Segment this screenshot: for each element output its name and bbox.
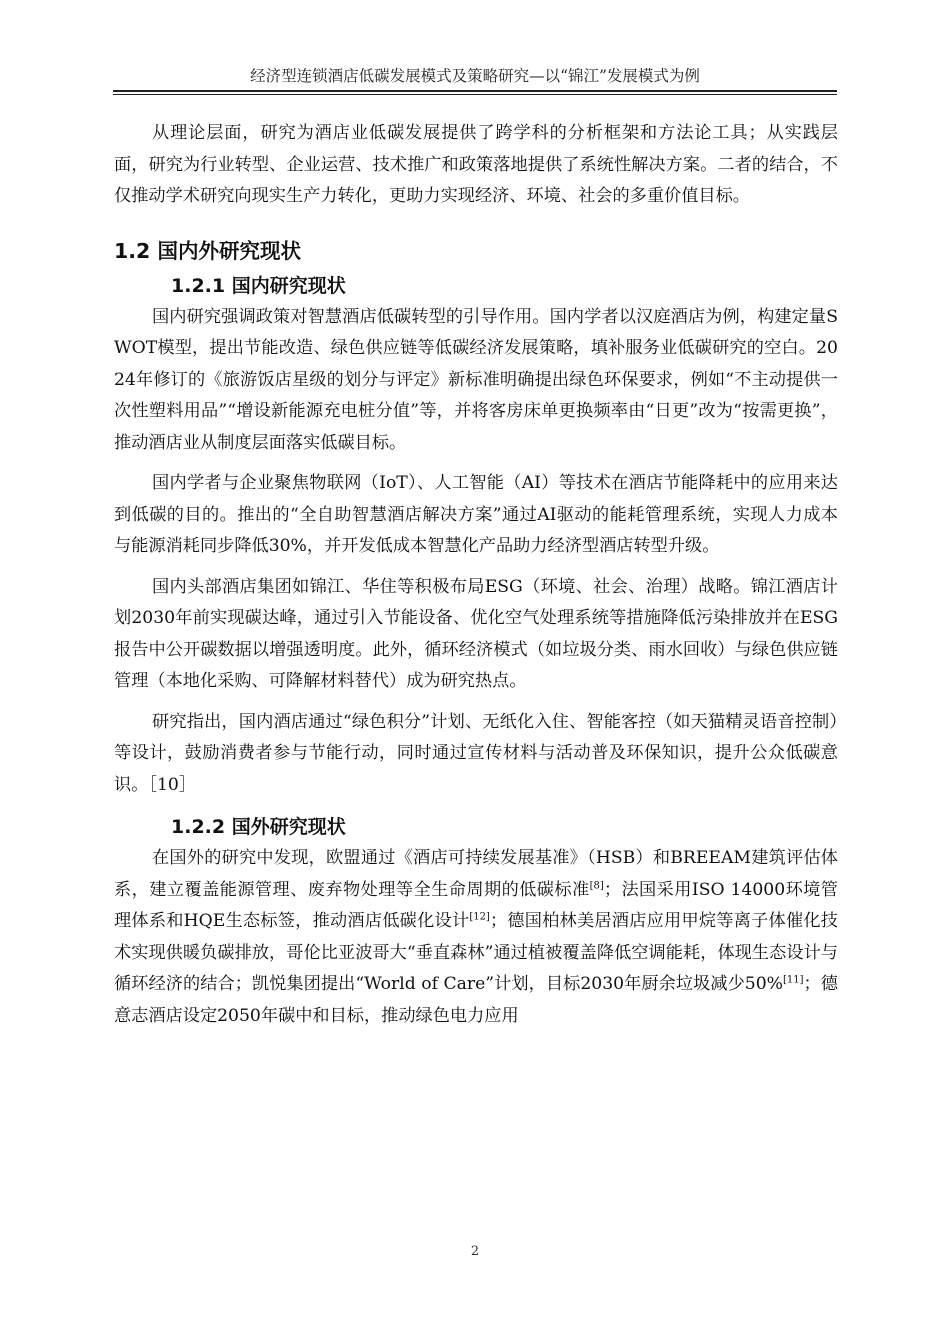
header-rule-thick: [113, 90, 837, 92]
foreign-text-part-3: ；德国柏林美居酒店应用甲烷等离子体催化技术实现供暖负碳排放，哥伦比亚波哥大“垂直森林”通过植被覆盖降低空调能耗，体现生态设计与循环经济的结合；凯悦集团提出“World of Care”计划，目标2030年厨余垃圾减少50%: [114, 911, 838, 994]
domestic-paragraph-3: 国内头部酒店集团如锦江、华住等积极布局ESG（环境、社会、治理）战略。锦江酒店计划2030年前实现碳达峰，通过引入节能设备、优化空气处理系统等措施降低污染排放并在ESG报告中公开碳数据以增强透明度。此外，循环经济模式（如垃圾分类、雨水回收）与绿色供应链管理（本地化采购、可降解材料替代）成为研究热点。: [114, 576, 838, 691]
citation-8: [8]: [589, 879, 604, 891]
body-content: [114, 118, 838, 1032]
header-rule-thin: [113, 94, 837, 95]
domestic-paragraph-1: 国内研究强调政策对智慧酒店低碳转型的引导作用。国内学者以汉庭酒店为例，构建定量SWOT模型，提出节能改造、绿色供应链等低碳经济发展策略，填补服务业低碳研究的空白。2024年修订的《旅游饭店星级的划分与评定》新标准明确提出绿色环保要求，例如“不主动提供一次性塑料用品”“增设新能源充电桩分值”等，并将客房床单更换频率由“日更”改为“按需更换”，推动酒店业从制度层面落实低碳目标。: [114, 306, 838, 453]
intro-paragraph: 从理论层面，研究为酒店业低碳发展提供了跨学科的分析框架和方法论工具；从实践层面，研究为行业转型、企业运营、技术推广和政策落地提供了系统性解决方案。二者的结合，不仅推动学术研究向现实生产力转化，更助力实现经济、环境、社会的多重价值目标。: [114, 123, 838, 206]
subsection-heading-1-2-1: 1.2.1 国内研究现状: [171, 274, 346, 297]
section-heading-1-2: 1.2 国内外研究现状: [114, 238, 301, 263]
domestic-paragraph-4: 研究指出，国内酒店通过“绿色积分”计划、无纸化入住、智能客控（如天猫精灵语音控制）等设计，鼓励消费者参与节能行动，同时通过宣传材料与活动普及环保知识，提升公众低碳意识。［10］: [114, 711, 838, 795]
running-header-title: 经济型连锁酒店低碳发展模式及策略研究—以“锦江”发展模式为例: [250, 67, 700, 85]
domestic-paragraph-2: 国内学者与企业聚焦物联网（IoT）、人工智能（AI）等技术在酒店节能降耗中的应用来达到低碳的目的。推出的“全自助智慧酒店解决方案”通过AI驱动的能耗管理系统，实现人力成本与能源消耗同步降低30%，并开发低成本智慧化产品助力经济型酒店转型升级。: [114, 473, 838, 556]
citation-12: [12]: [469, 911, 490, 923]
foreign-text-part-4: ；德意志酒店设定2050年碳中和目标，推动绿色电力应用: [114, 974, 838, 1026]
subsection-heading-1-2-2: 1.2.2 国外研究现状: [171, 816, 346, 838]
foreign-paragraph-1: [114, 843, 838, 1032]
citation-11: [11]: [783, 974, 804, 986]
page-number: 2: [470, 1244, 480, 1259]
foreign-text-part-1: 在国外的研究中发现，欧盟通过《酒店可持续发展基准》（HSB）和BREEAM建筑评估体系，建立覆盖能源管理、废弃物处理等全生命周期的低碳标准: [114, 848, 838, 900]
foreign-text-part-2: ；法国采用ISO 14000环境管理体系和HQE生态标签，推动酒店低碳化设计: [114, 879, 838, 931]
